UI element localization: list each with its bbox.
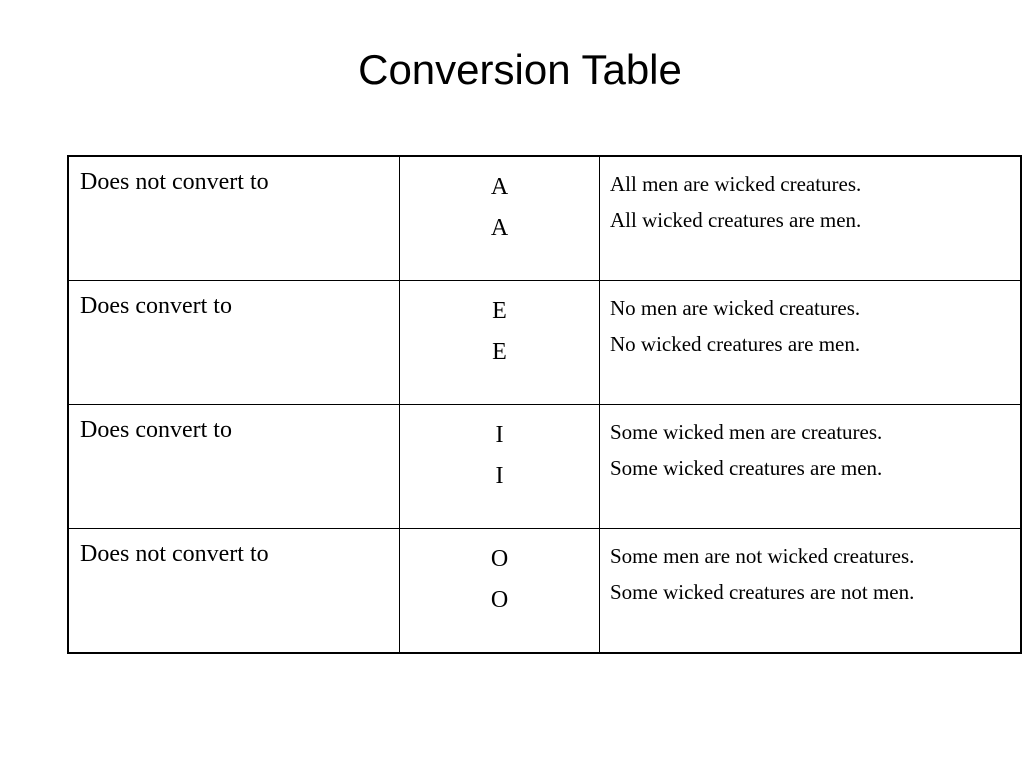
example-cell xyxy=(600,156,1022,281)
conversion-table xyxy=(67,155,1022,654)
example-cell xyxy=(600,281,1022,405)
slide-title: Conversion Table xyxy=(358,46,682,93)
example-cell xyxy=(600,529,1022,654)
table-row xyxy=(68,529,1021,654)
example-sentence: All wicked creatures are men. xyxy=(610,208,862,232)
table-row xyxy=(68,405,1021,529)
relation-cell: Does convert to xyxy=(68,281,400,405)
letter-cell xyxy=(400,156,600,281)
example-sentence: Some men are not wicked creatures. xyxy=(610,544,915,568)
proposition-letter: A xyxy=(490,174,509,200)
table-row xyxy=(68,156,1021,281)
letter-cell xyxy=(400,405,600,529)
table-row xyxy=(68,281,1021,405)
proposition-letter: O xyxy=(490,546,509,572)
example-sentence: No men are wicked creatures. xyxy=(610,296,861,320)
proposition-letter: I xyxy=(495,463,504,489)
example-sentence: Some wicked creatures are not men. xyxy=(610,580,915,604)
letter-cell xyxy=(400,529,600,654)
example-sentence: No wicked creatures are men. xyxy=(610,332,861,356)
letter-cell xyxy=(400,281,600,405)
proposition-letter: O xyxy=(490,587,509,613)
relation-cell: Does convert to xyxy=(68,405,400,529)
example-cell xyxy=(600,405,1022,529)
proposition-letter: I xyxy=(495,422,504,448)
proposition-letter: E xyxy=(492,298,507,324)
proposition-letter: A xyxy=(490,215,509,241)
relation-cell: Does not convert to xyxy=(68,156,400,281)
example-sentence: All men are wicked creatures. xyxy=(610,172,862,196)
example-sentence: Some wicked creatures are men. xyxy=(610,456,883,480)
example-sentence: Some wicked men are creatures. xyxy=(610,420,883,444)
proposition-letter: E xyxy=(492,339,507,365)
relation-cell: Does not convert to xyxy=(68,529,400,654)
